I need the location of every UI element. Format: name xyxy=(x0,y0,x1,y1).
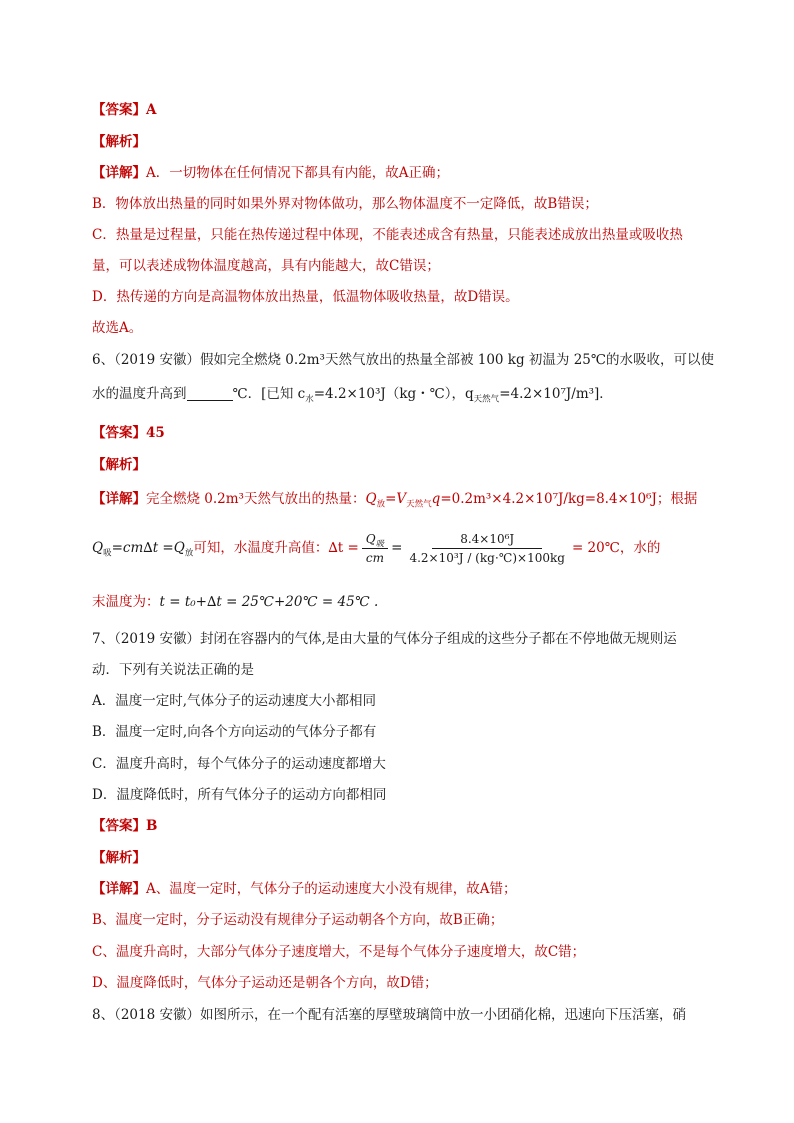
q5-analysis-tag: 【解析】 xyxy=(92,134,146,150)
q5-detail-line-3: C．热量是过程量，只能在热传递过程中体现，不能表述成含有热量，只能表述成放出热量或吸收热 xyxy=(92,227,683,243)
q8-stem-line-1: 8、（2018 安徽）如图所示，在一个配有活塞的厚壁玻璃筒中放一小团硝化棉，迅速向下压活塞，硝 xyxy=(92,1007,686,1023)
answer-tag: 【答案】 xyxy=(92,102,146,118)
q6-stem-line-2: 水的温度升高到 ℃．[已知 $c_水=4.2\times 10^3J(kg$・℃），$q_{天然气}=4.2\times 10^7J/m^3$]． xyxy=(92,386,613,405)
q7-stem-line-2: 动．下列有关说法正确的是 xyxy=(92,662,254,678)
q7-option-b: B．温度一定时,向各个方向运动的气体分子都有 xyxy=(92,724,377,740)
q6-answer: 【答案】45 xyxy=(92,425,165,441)
q6-analysis-tag: 【解析】 xyxy=(92,457,146,473)
answer-value: A xyxy=(146,102,157,118)
q5-answer xyxy=(92,100,156,120)
q7-stem-line-1: 7、（2019 安徽）封闭在容器内的气体,是由大量的气体分子组成的这些分子都在不停地做无规则运 xyxy=(92,631,677,647)
q7-option-c: C．温度升高时，每个气体分子的运动速度都增大 xyxy=(92,756,386,772)
q6-stem-line-1: 6、（2019 安徽）假如完全燃烧 0.2m³天然气放出的热量全部被 100 kg 初温为 25℃的水吸收，可以使 xyxy=(92,352,714,368)
q7-analysis-tag: 【解析】 xyxy=(92,850,146,866)
fraction-q-over-cm: $\frac{Q_吸}{cm}$ xyxy=(362,532,388,565)
q7-answer: 【答案】B xyxy=(92,818,158,834)
answer-blank xyxy=(187,386,233,401)
q7-detail-line-2: B、温度一定时，分子运动没有规律分子运动朝各个方向，故B正确； xyxy=(92,912,504,928)
q7-option-a: A．温度一定时,气体分子的运动速度大小都相同 xyxy=(92,693,377,709)
q6-detail-line-3: 末温度为：t = t₀+∆t = 25℃+20℃ = 45℃ . xyxy=(92,594,379,610)
q6-detail-line-1: 【详解】完全燃烧 0.2m³天然气放出的热量：$Q_放=V_{天然气}q=0.2m^3\times 4.2\times 10^7J/kg=8.4\times 10^6J$；根据 xyxy=(92,491,698,510)
q5-detail-line-1: 【详解】A．一切物体在任何情况下都具有内能，故A正确； xyxy=(92,165,449,181)
q5-detail-line-6: 故选A。 xyxy=(92,320,143,336)
q6-detail-line-2: $Q_吸=cm\Delta t =Q_放$可知，水温度升高值：∆t = $\frac{Q_吸}{cm}$ = $\frac{\text{8.4×10⁶J}}{\text{4.2×10³J / (kg⋅℃)×100kg}}$ = 20℃，水的 xyxy=(92,532,661,565)
q7-detail-line-3: C、温度升高时，大部分气体分子速度增大，不是每个气体分子速度增大，故C错； xyxy=(92,944,586,960)
q7-detail-line-4: D、温度降低时，气体分子运动还是朝各个方向，故D错； xyxy=(92,975,438,991)
q5-detail-line-2: B．物体放出热量的同时如果外界对物体做功，那么物体温度不一定降低，故B错误； xyxy=(92,196,598,212)
q7-option-d: D．温度降低时，所有气体分子的运动方向都相同 xyxy=(92,787,387,803)
fraction-numeric: $\frac{\text{8.4×10⁶J}}{\text{4.2×10³J / (kg⋅℃)×100kg}}$ xyxy=(409,532,565,565)
q7-detail-line-1: 【详解】A、温度一定时，气体分子的运动速度大小没有规律，故A错； xyxy=(92,881,517,897)
q5-detail-line-5: D．热传递的方向是高温物体放出热量，低温物体吸收热量，故D错误。 xyxy=(92,289,519,305)
q5-detail-line-4: 量，可以表述成物体温度越高，具有内能越大，故C错误； xyxy=(92,258,440,274)
